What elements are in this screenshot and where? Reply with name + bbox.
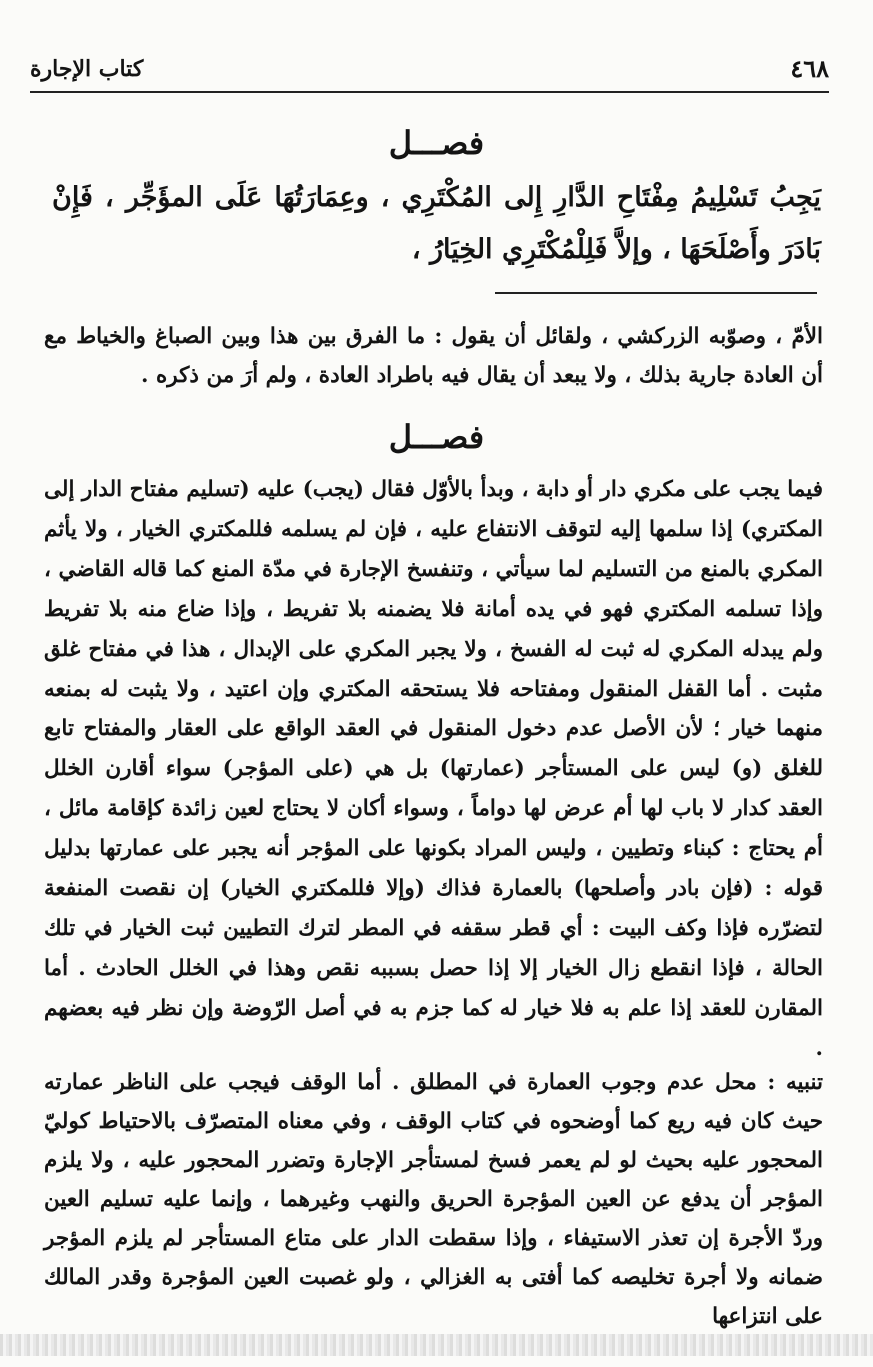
- book-title: كتاب الإجارة: [30, 56, 144, 82]
- footnote-rule: [495, 292, 817, 294]
- commentary-paragraph: فيما يجب على مكري دار أو دابة ، وبدأ بالأوّل فقال (يجب) عليه (تسليم مفتاح الدار إلى المكتري) إذا سلمها إليه لتوقف الانتفاع عليه ، فإن لم يسلمه فللمكتري الخيار ، ولا يأثم المكري بالمنع من التسليم لما سيأتي ، وتنفسخ الإجارة في مدّة المنع كما قاله القاضي ، وإذا تسلمه المكتري فهو في يده أمانة فلا يضمنه بلا تفريط ، وإذا ضاع منه بلا تفريط ولم يبدله المكري له ثبت له الفسخ ، ولا يجبر المكري على الإبدال ، هذا في مفتاح غلق مثبت . أما القفل المنقول ومفتاحه فلا يستحقه المكتري وإن اعتيد ، ولا يثبت له بمنعه منهما خيار ؛ لأن الأصل عدم دخول المنقول في العقد الواقع على العقار والمفتاح تابع للغلق (و) ليس على المستأجر (عمارتها) بل هي (على المؤجر) سواء أقارن الخلل العقد كدار لا باب لها أم عرض لها دواماً ، وسواء أكان لا يحتاج لعين زائدة كإقامة مائل ، أم يحتاج : كبناء وتطيين ، وليس المراد بكونها على المؤجر أنه يجبر على عمارتها بدليل قوله : (فإن بادر وأصلحها) بالعمارة فذاك (وإلا فللمكتري الخيار) إن نقصت المنفعة لتضرّره فإذا وكف البيت : أي قطر سقفه في المطر لترك التطيين ثبت الخيار في تلك الحالة ، فإذا انقطع زال الخيار إلا إذا حصل بسببه نقص وهذا في الخلل الحادث . أما المقارن للعقد إذا علم به فلا خيار له كما جزم به في أصل الرّوضة وإن نظر فيه بعضهم .: [44, 477, 823, 1061]
- matn-text: يَجِبُ تَسْلِيمُ مِفْتَاحِ الدَّارِ إِلى المُكْتَرِي ، وعِمَارَتُهَا عَلَى المؤَجِّر ، فَإِنْ بَادَرَ وأَصْلَحَهَا ، وإلاَّ فَلِلْمُكْتَرِي الخِيَارُ ،: [52, 182, 821, 265]
- section-heading-1: فصـــل: [388, 124, 485, 162]
- continuation-paragraph: الأمّ ، وصوّبه الزركشي ، ولقائل أن يقول : ما الفرق بين هذا وبين الصباغ والخياط مع أن العادة جارية بذلك ، ولا يبعد أن يقال فيه باطراد العادة ، ولم أرَ من ذكره .: [44, 324, 823, 388]
- section-heading-2: فصـــل: [388, 418, 485, 456]
- running-header: [30, 44, 829, 90]
- note-paragraph: تنبيه : محل عدم وجوب العمارة في المطلق . أما الوقف فيجب على الناظر عمارته حيث كان فيه ريع كما أوضحوه في كتاب الوقف ، وفي معناه المتصرّف بالاحتياط كوليّ المحجور عليه بحيث لو لم يعمر فسخ لمستأجر الإجارة وتضرر المحجور عليه ، ولا يلزم المؤجر أن يدفع عن العين المؤجرة الحريق والنهب وغيرهما ، وإنما عليه تسليم العين وردّ الأجرة إن تعذر الاستيفاء ، وإذا سقطت الدار على متاع المستأجر لم يلزم المؤجر ضمانه ولا أجرة تخليصه كما أفتى به الغزالي ، ولو غصبت العين المؤجرة وقدر المالك على انتزاعها: [44, 1070, 823, 1329]
- header-rule: [30, 91, 829, 93]
- scan-edge-strip: [0, 1334, 873, 1356]
- page-number: ٤٦٨: [790, 54, 829, 83]
